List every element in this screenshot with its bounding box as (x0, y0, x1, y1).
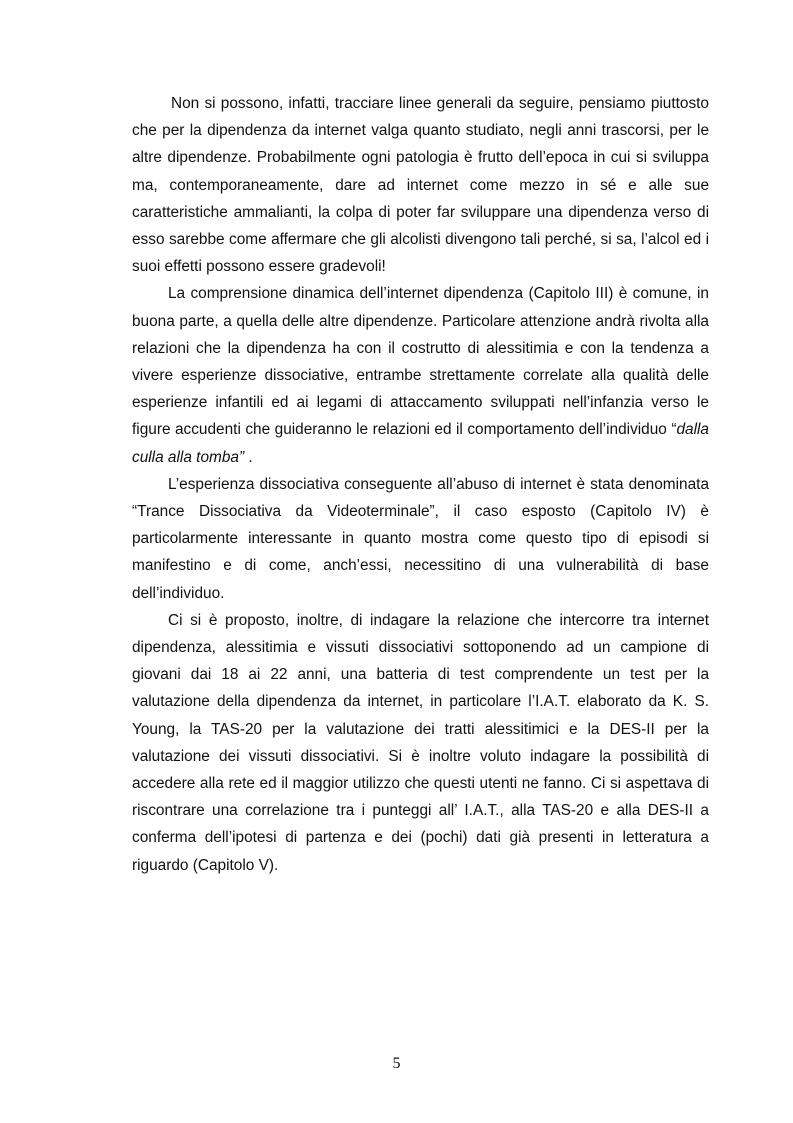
paragraph-2 (132, 280, 709, 470)
paragraph-2-text: La comprensione dinamica dell’internet dipendenza (Capitolo III) è comune, in buona parte, a quella delle altre dipendenze. Particolare attenzione andrà rivolta alla relazioni che la dipendenza ha con il costrutto di alessitimia e con la tendenza a vivere esperienze dissociative, entrambe strettamente correlate alla qualità delle esperienze infantili ed ai legami di attaccamento sviluppati nell’infanzia verso le figure accudenti che guideranno le relazioni ed il comportamento dell’individuo “ (132, 285, 709, 439)
page-number: 5 (392, 1055, 401, 1072)
paragraph-1: Non si possono, infatti, tracciare linee generali da seguire, pensiamo piuttosto che per la dipendenza da internet valga quanto studiato, negli anni trascorsi, per le altre dipendenze. Probabilmente ogni patologia è frutto dell’epoca in cui si sviluppa ma, contemporaneamente, dare ad internet come mezzo in sé e alle sue caratteristiche ammalianti, la colpa di poter far sviluppare una dipendenza verso di esso sarebbe come affermare che gli alcolisti divengono tali perché, si sa, l’alcol ed i suoi effetti possono essere gradevoli! (132, 95, 709, 276)
paragraph-4: Ci si è proposto, inoltre, di indagare la relazione che intercorre tra internet dipendenza, alessitimia e vissuti dissociativi sottoponendo ad un campione di giovani dai 18 ai 22 anni, una batteria di test comprendente un test per la valutazione della dipendenza da internet, in particolare l’I.A.T. elaborato da K. S. Young, la TAS-20 per la valutazione dei tratti alessitimici e la DES-II per la valutazione dei vissuti dissociativi. Si è inoltre voluto indagare la possibilità di accedere alla rete ed il maggior utilizzo che questi utenti ne fanno. Ci si aspettava di riscontrare una correlazione tra i punteggi all’ I.A.T., alla TAS-20 e alla DES-II a conferma dell’ipotesi di partenza e dei (pochi) dati già presenti in letteratura a riguardo (Capitolo V). (132, 611, 709, 874)
paragraph-3: L’esperienza dissociativa conseguente all’abuso di internet è stata denominata “Trance Dissociativa da Videoterminale”, il caso esposto (Capitolo IV) è particolarmente interessante in quanto mostra come questo tipo di episodi si manifestino e di come, anch’essi, necessitino di una vulnerabilità di base dell’individuo. (132, 475, 709, 602)
body-text (132, 90, 709, 879)
paragraph-2-quote: dalla culla alla tomba” (132, 421, 709, 466)
paragraph-2-tail: . (244, 448, 253, 466)
